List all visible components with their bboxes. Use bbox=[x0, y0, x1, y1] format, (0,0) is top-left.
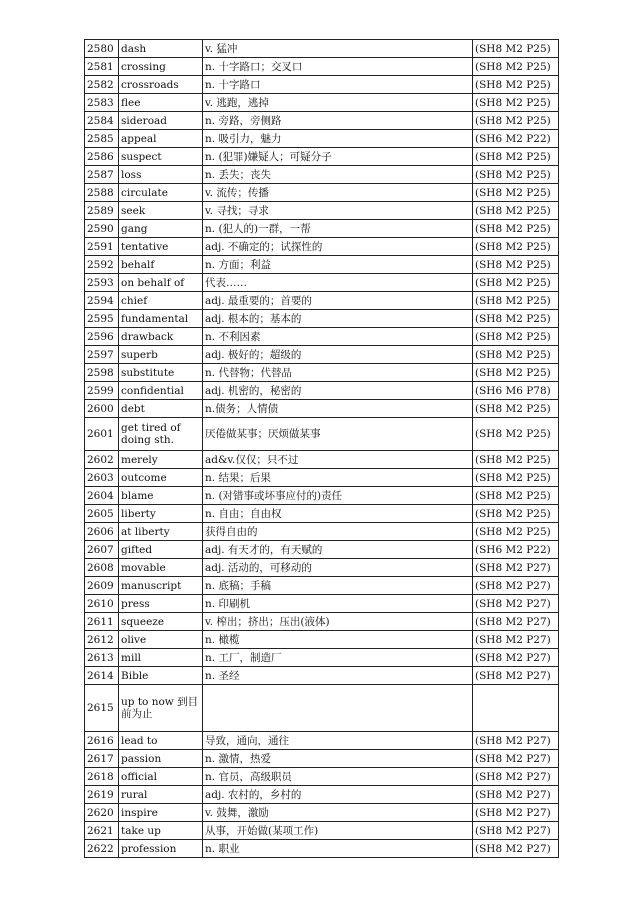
entry-number: 2620 bbox=[85, 804, 119, 822]
table-row bbox=[85, 94, 559, 112]
entry-word: passion bbox=[119, 750, 203, 768]
entry-meaning: 导致，通向，通往 bbox=[203, 732, 473, 750]
entry-meaning: n. 不利因素 bbox=[203, 328, 473, 346]
entry-source: (SH8 M2 P27) bbox=[473, 577, 559, 595]
table-row bbox=[85, 804, 559, 822]
entry-number: 2622 bbox=[85, 840, 119, 858]
entry-word: movable bbox=[119, 559, 203, 577]
entry-number: 2595 bbox=[85, 310, 119, 328]
entry-meaning: v. 流传；传播 bbox=[203, 184, 473, 202]
entry-number: 2601 bbox=[85, 418, 119, 451]
entry-number: 2608 bbox=[85, 559, 119, 577]
entry-meaning: ad&v.仅仅；只不过 bbox=[203, 451, 473, 469]
entry-meaning: n. (犯人的)一群，一帮 bbox=[203, 220, 473, 238]
entry-word: behalf bbox=[119, 256, 203, 274]
entry-source bbox=[473, 685, 559, 732]
table-row bbox=[85, 840, 559, 858]
entry-meaning: 代表…… bbox=[203, 274, 473, 292]
entry-word: sideroad bbox=[119, 112, 203, 130]
entry-meaning bbox=[203, 685, 473, 732]
entry-word: gang bbox=[119, 220, 203, 238]
entry-source: (SH8 M2 P27) bbox=[473, 732, 559, 750]
entry-meaning: 从事，开始做(某项工作) bbox=[203, 822, 473, 840]
entry-source: (SH8 M2 P25) bbox=[473, 523, 559, 541]
entry-number: 2584 bbox=[85, 112, 119, 130]
entry-number: 2617 bbox=[85, 750, 119, 768]
entry-word: appeal bbox=[119, 130, 203, 148]
entry-word: seek bbox=[119, 202, 203, 220]
entry-word: profession bbox=[119, 840, 203, 858]
entry-source: (SH8 M2 P25) bbox=[473, 112, 559, 130]
entry-source: (SH8 M2 P27) bbox=[473, 840, 559, 858]
entry-number: 2596 bbox=[85, 328, 119, 346]
entry-word: loss bbox=[119, 166, 203, 184]
entry-number: 2582 bbox=[85, 76, 119, 94]
entry-number: 2598 bbox=[85, 364, 119, 382]
entry-source: (SH6 M2 P22) bbox=[473, 541, 559, 559]
entry-meaning: n. 自由；自由权 bbox=[203, 505, 473, 523]
entry-number: 2616 bbox=[85, 732, 119, 750]
entry-word: fundamental bbox=[119, 310, 203, 328]
entry-source: (SH8 M2 P25) bbox=[473, 148, 559, 166]
entry-source: (SH8 M2 P25) bbox=[473, 184, 559, 202]
entry-meaning: v. 鼓舞，激励 bbox=[203, 804, 473, 822]
entry-word: Bible bbox=[119, 667, 203, 685]
entry-number: 2592 bbox=[85, 256, 119, 274]
entry-word: on behalf of bbox=[119, 274, 203, 292]
table-row bbox=[85, 148, 559, 166]
entry-source: (SH6 M2 P22) bbox=[473, 130, 559, 148]
entry-meaning: v. 榨出；挤出；压出(液体) bbox=[203, 613, 473, 631]
table-row bbox=[85, 768, 559, 786]
entry-meaning: n. 底稿；手稿 bbox=[203, 577, 473, 595]
entry-number: 2589 bbox=[85, 202, 119, 220]
entry-meaning: n. (犯罪)嫌疑人；可疑分子 bbox=[203, 148, 473, 166]
entry-number: 2612 bbox=[85, 631, 119, 649]
entry-source: (SH6 M6 P78) bbox=[473, 382, 559, 400]
entry-word: suspect bbox=[119, 148, 203, 166]
entry-number: 2602 bbox=[85, 451, 119, 469]
entry-number: 2621 bbox=[85, 822, 119, 840]
table-row bbox=[85, 58, 559, 76]
table-row bbox=[85, 559, 559, 577]
entry-word: olive bbox=[119, 631, 203, 649]
entry-meaning: n. 十字路口；交叉口 bbox=[203, 58, 473, 76]
entry-number: 2603 bbox=[85, 469, 119, 487]
entry-meaning: adj. 最重要的；首要的 bbox=[203, 292, 473, 310]
entry-word: take up bbox=[119, 822, 203, 840]
entry-source: (SH8 M2 P25) bbox=[473, 418, 559, 451]
entry-source: (SH8 M2 P27) bbox=[473, 804, 559, 822]
table-row bbox=[85, 631, 559, 649]
entry-meaning: v. 逃跑，逃掉 bbox=[203, 94, 473, 112]
entry-source: (SH8 M2 P27) bbox=[473, 786, 559, 804]
entry-word: debt bbox=[119, 400, 203, 418]
entry-meaning: n. 吸引力，魅力 bbox=[203, 130, 473, 148]
entry-number: 2590 bbox=[85, 220, 119, 238]
entry-source: (SH8 M2 P25) bbox=[473, 202, 559, 220]
entry-word: at liberty bbox=[119, 523, 203, 541]
table-row bbox=[85, 649, 559, 667]
entry-word: superb bbox=[119, 346, 203, 364]
entry-word: mill bbox=[119, 649, 203, 667]
entry-source: (SH8 M2 P27) bbox=[473, 750, 559, 768]
entry-word: confidential bbox=[119, 382, 203, 400]
entry-meaning: n. 圣经 bbox=[203, 667, 473, 685]
entry-source: (SH8 M2 P27) bbox=[473, 667, 559, 685]
entry-word: dash bbox=[119, 40, 203, 58]
table-row bbox=[85, 523, 559, 541]
table-row bbox=[85, 184, 559, 202]
entry-number: 2580 bbox=[85, 40, 119, 58]
entry-meaning: n. 丢失；丧失 bbox=[203, 166, 473, 184]
table-row bbox=[85, 274, 559, 292]
entry-meaning: adj. 活动的，可移动的 bbox=[203, 559, 473, 577]
entry-number: 2581 bbox=[85, 58, 119, 76]
entry-number: 2599 bbox=[85, 382, 119, 400]
table-row bbox=[85, 577, 559, 595]
entry-meaning: n.债务；人情债 bbox=[203, 400, 473, 418]
entry-word: circulate bbox=[119, 184, 203, 202]
table-row bbox=[85, 595, 559, 613]
entry-meaning: adj. 根本的；基本的 bbox=[203, 310, 473, 328]
table-row bbox=[85, 238, 559, 256]
entry-meaning: n. 工厂，制造厂 bbox=[203, 649, 473, 667]
entry-number: 2619 bbox=[85, 786, 119, 804]
table-row bbox=[85, 732, 559, 750]
entry-source: (SH8 M2 P25) bbox=[473, 274, 559, 292]
entry-meaning: n. (对错事或坏事应付的)责任 bbox=[203, 487, 473, 505]
table-row bbox=[85, 505, 559, 523]
vocabulary-table bbox=[84, 39, 559, 858]
entry-number: 2586 bbox=[85, 148, 119, 166]
entry-number: 2607 bbox=[85, 541, 119, 559]
table-row bbox=[85, 541, 559, 559]
table-row bbox=[85, 364, 559, 382]
entry-word: flee bbox=[119, 94, 203, 112]
table-row bbox=[85, 346, 559, 364]
entry-word: chief bbox=[119, 292, 203, 310]
entry-word: crossroads bbox=[119, 76, 203, 94]
entry-number: 2606 bbox=[85, 523, 119, 541]
entry-word: squeeze bbox=[119, 613, 203, 631]
entry-meaning: n. 方面；利益 bbox=[203, 256, 473, 274]
entry-number: 2594 bbox=[85, 292, 119, 310]
entry-source: (SH8 M2 P27) bbox=[473, 631, 559, 649]
entry-source: (SH8 M2 P25) bbox=[473, 346, 559, 364]
entry-word: drawback bbox=[119, 328, 203, 346]
entry-source: (SH8 M2 P25) bbox=[473, 310, 559, 328]
entry-source: (SH8 M2 P25) bbox=[473, 166, 559, 184]
entry-word: inspire bbox=[119, 804, 203, 822]
entry-number: 2591 bbox=[85, 238, 119, 256]
entry-source: (SH8 M2 P27) bbox=[473, 649, 559, 667]
vocabulary-table-body bbox=[85, 40, 559, 858]
entry-source: (SH8 M2 P27) bbox=[473, 822, 559, 840]
entry-meaning: adj. 机密的，秘密的 bbox=[203, 382, 473, 400]
table-row bbox=[85, 382, 559, 400]
entry-meaning: n. 旁路，旁侧路 bbox=[203, 112, 473, 130]
entry-source: (SH8 M2 P25) bbox=[473, 487, 559, 505]
entry-source: (SH8 M2 P27) bbox=[473, 768, 559, 786]
table-row bbox=[85, 786, 559, 804]
entry-meaning: n. 职业 bbox=[203, 840, 473, 858]
entry-source: (SH8 M2 P25) bbox=[473, 505, 559, 523]
entry-meaning: v. 寻找；寻求 bbox=[203, 202, 473, 220]
entry-meaning: n. 橄榄 bbox=[203, 631, 473, 649]
entry-source: (SH8 M2 P25) bbox=[473, 328, 559, 346]
entry-word: outcome bbox=[119, 469, 203, 487]
table-row bbox=[85, 130, 559, 148]
table-row bbox=[85, 667, 559, 685]
entry-source: (SH8 M2 P25) bbox=[473, 364, 559, 382]
entry-word: official bbox=[119, 768, 203, 786]
table-row bbox=[85, 328, 559, 346]
entry-meaning: adj. 极好的；超级的 bbox=[203, 346, 473, 364]
entry-source: (SH8 M2 P27) bbox=[473, 595, 559, 613]
entry-number: 2604 bbox=[85, 487, 119, 505]
entry-word: press bbox=[119, 595, 203, 613]
table-row bbox=[85, 418, 559, 451]
entry-source: (SH8 M2 P27) bbox=[473, 559, 559, 577]
entry-word: merely bbox=[119, 451, 203, 469]
entry-number: 2609 bbox=[85, 577, 119, 595]
entry-number: 2587 bbox=[85, 166, 119, 184]
entry-number: 2593 bbox=[85, 274, 119, 292]
table-row bbox=[85, 469, 559, 487]
entry-number: 2585 bbox=[85, 130, 119, 148]
table-row bbox=[85, 76, 559, 94]
table-row bbox=[85, 750, 559, 768]
entry-source: (SH8 M2 P25) bbox=[473, 58, 559, 76]
entry-meaning: adj. 不确定的；试探性的 bbox=[203, 238, 473, 256]
table-row bbox=[85, 166, 559, 184]
entry-source: (SH8 M2 P25) bbox=[473, 451, 559, 469]
entry-number: 2613 bbox=[85, 649, 119, 667]
entry-number: 2615 bbox=[85, 685, 119, 732]
entry-meaning: n. 官员，高级职员 bbox=[203, 768, 473, 786]
entry-meaning: n. 代替物；代替品 bbox=[203, 364, 473, 382]
entry-meaning: 厌倦做某事；厌烦做某事 bbox=[203, 418, 473, 451]
entry-word: lead to bbox=[119, 732, 203, 750]
table-row bbox=[85, 112, 559, 130]
entry-meaning: 获得自由的 bbox=[203, 523, 473, 541]
table-row bbox=[85, 400, 559, 418]
entry-meaning: adj. 农村的，乡村的 bbox=[203, 786, 473, 804]
table-row bbox=[85, 451, 559, 469]
entry-word: substitute bbox=[119, 364, 203, 382]
entry-word: manuscript bbox=[119, 577, 203, 595]
table-row bbox=[85, 822, 559, 840]
table-row bbox=[85, 202, 559, 220]
entry-meaning: adj. 有天才的，有天赋的 bbox=[203, 541, 473, 559]
entry-source: (SH8 M2 P25) bbox=[473, 40, 559, 58]
table-row bbox=[85, 220, 559, 238]
entry-meaning: n. 十字路口 bbox=[203, 76, 473, 94]
entry-source: (SH8 M2 P25) bbox=[473, 94, 559, 112]
entry-word: liberty bbox=[119, 505, 203, 523]
entry-source: (SH8 M2 P25) bbox=[473, 400, 559, 418]
entry-number: 2588 bbox=[85, 184, 119, 202]
entry-number: 2605 bbox=[85, 505, 119, 523]
entry-number: 2583 bbox=[85, 94, 119, 112]
table-row bbox=[85, 487, 559, 505]
entry-number: 2611 bbox=[85, 613, 119, 631]
document-page bbox=[84, 39, 559, 858]
entry-word: up to now 到目前为止 bbox=[119, 685, 203, 732]
entry-source: (SH8 M2 P25) bbox=[473, 220, 559, 238]
entry-number: 2618 bbox=[85, 768, 119, 786]
entry-source: (SH8 M2 P25) bbox=[473, 238, 559, 256]
entry-word: rural bbox=[119, 786, 203, 804]
entry-source: (SH8 M2 P25) bbox=[473, 76, 559, 94]
entry-meaning: n. 激情，热爱 bbox=[203, 750, 473, 768]
entry-word: gifted bbox=[119, 541, 203, 559]
table-row bbox=[85, 613, 559, 631]
entry-word: tentative bbox=[119, 238, 203, 256]
entry-source: (SH8 M2 P25) bbox=[473, 469, 559, 487]
entry-word: crossing bbox=[119, 58, 203, 76]
entry-meaning: n. 印刷机 bbox=[203, 595, 473, 613]
entry-number: 2610 bbox=[85, 595, 119, 613]
entry-source: (SH8 M2 P25) bbox=[473, 256, 559, 274]
entry-number: 2600 bbox=[85, 400, 119, 418]
entry-meaning: n. 结果；后果 bbox=[203, 469, 473, 487]
entry-source: (SH8 M2 P25) bbox=[473, 292, 559, 310]
table-row bbox=[85, 685, 559, 732]
entry-source: (SH8 M2 P27) bbox=[473, 613, 559, 631]
table-row bbox=[85, 40, 559, 58]
table-row bbox=[85, 292, 559, 310]
entry-word: blame bbox=[119, 487, 203, 505]
entry-word: get tired of doing sth. bbox=[119, 418, 203, 451]
entry-number: 2614 bbox=[85, 667, 119, 685]
table-row bbox=[85, 256, 559, 274]
table-row bbox=[85, 310, 559, 328]
entry-meaning: v. 猛冲 bbox=[203, 40, 473, 58]
entry-number: 2597 bbox=[85, 346, 119, 364]
